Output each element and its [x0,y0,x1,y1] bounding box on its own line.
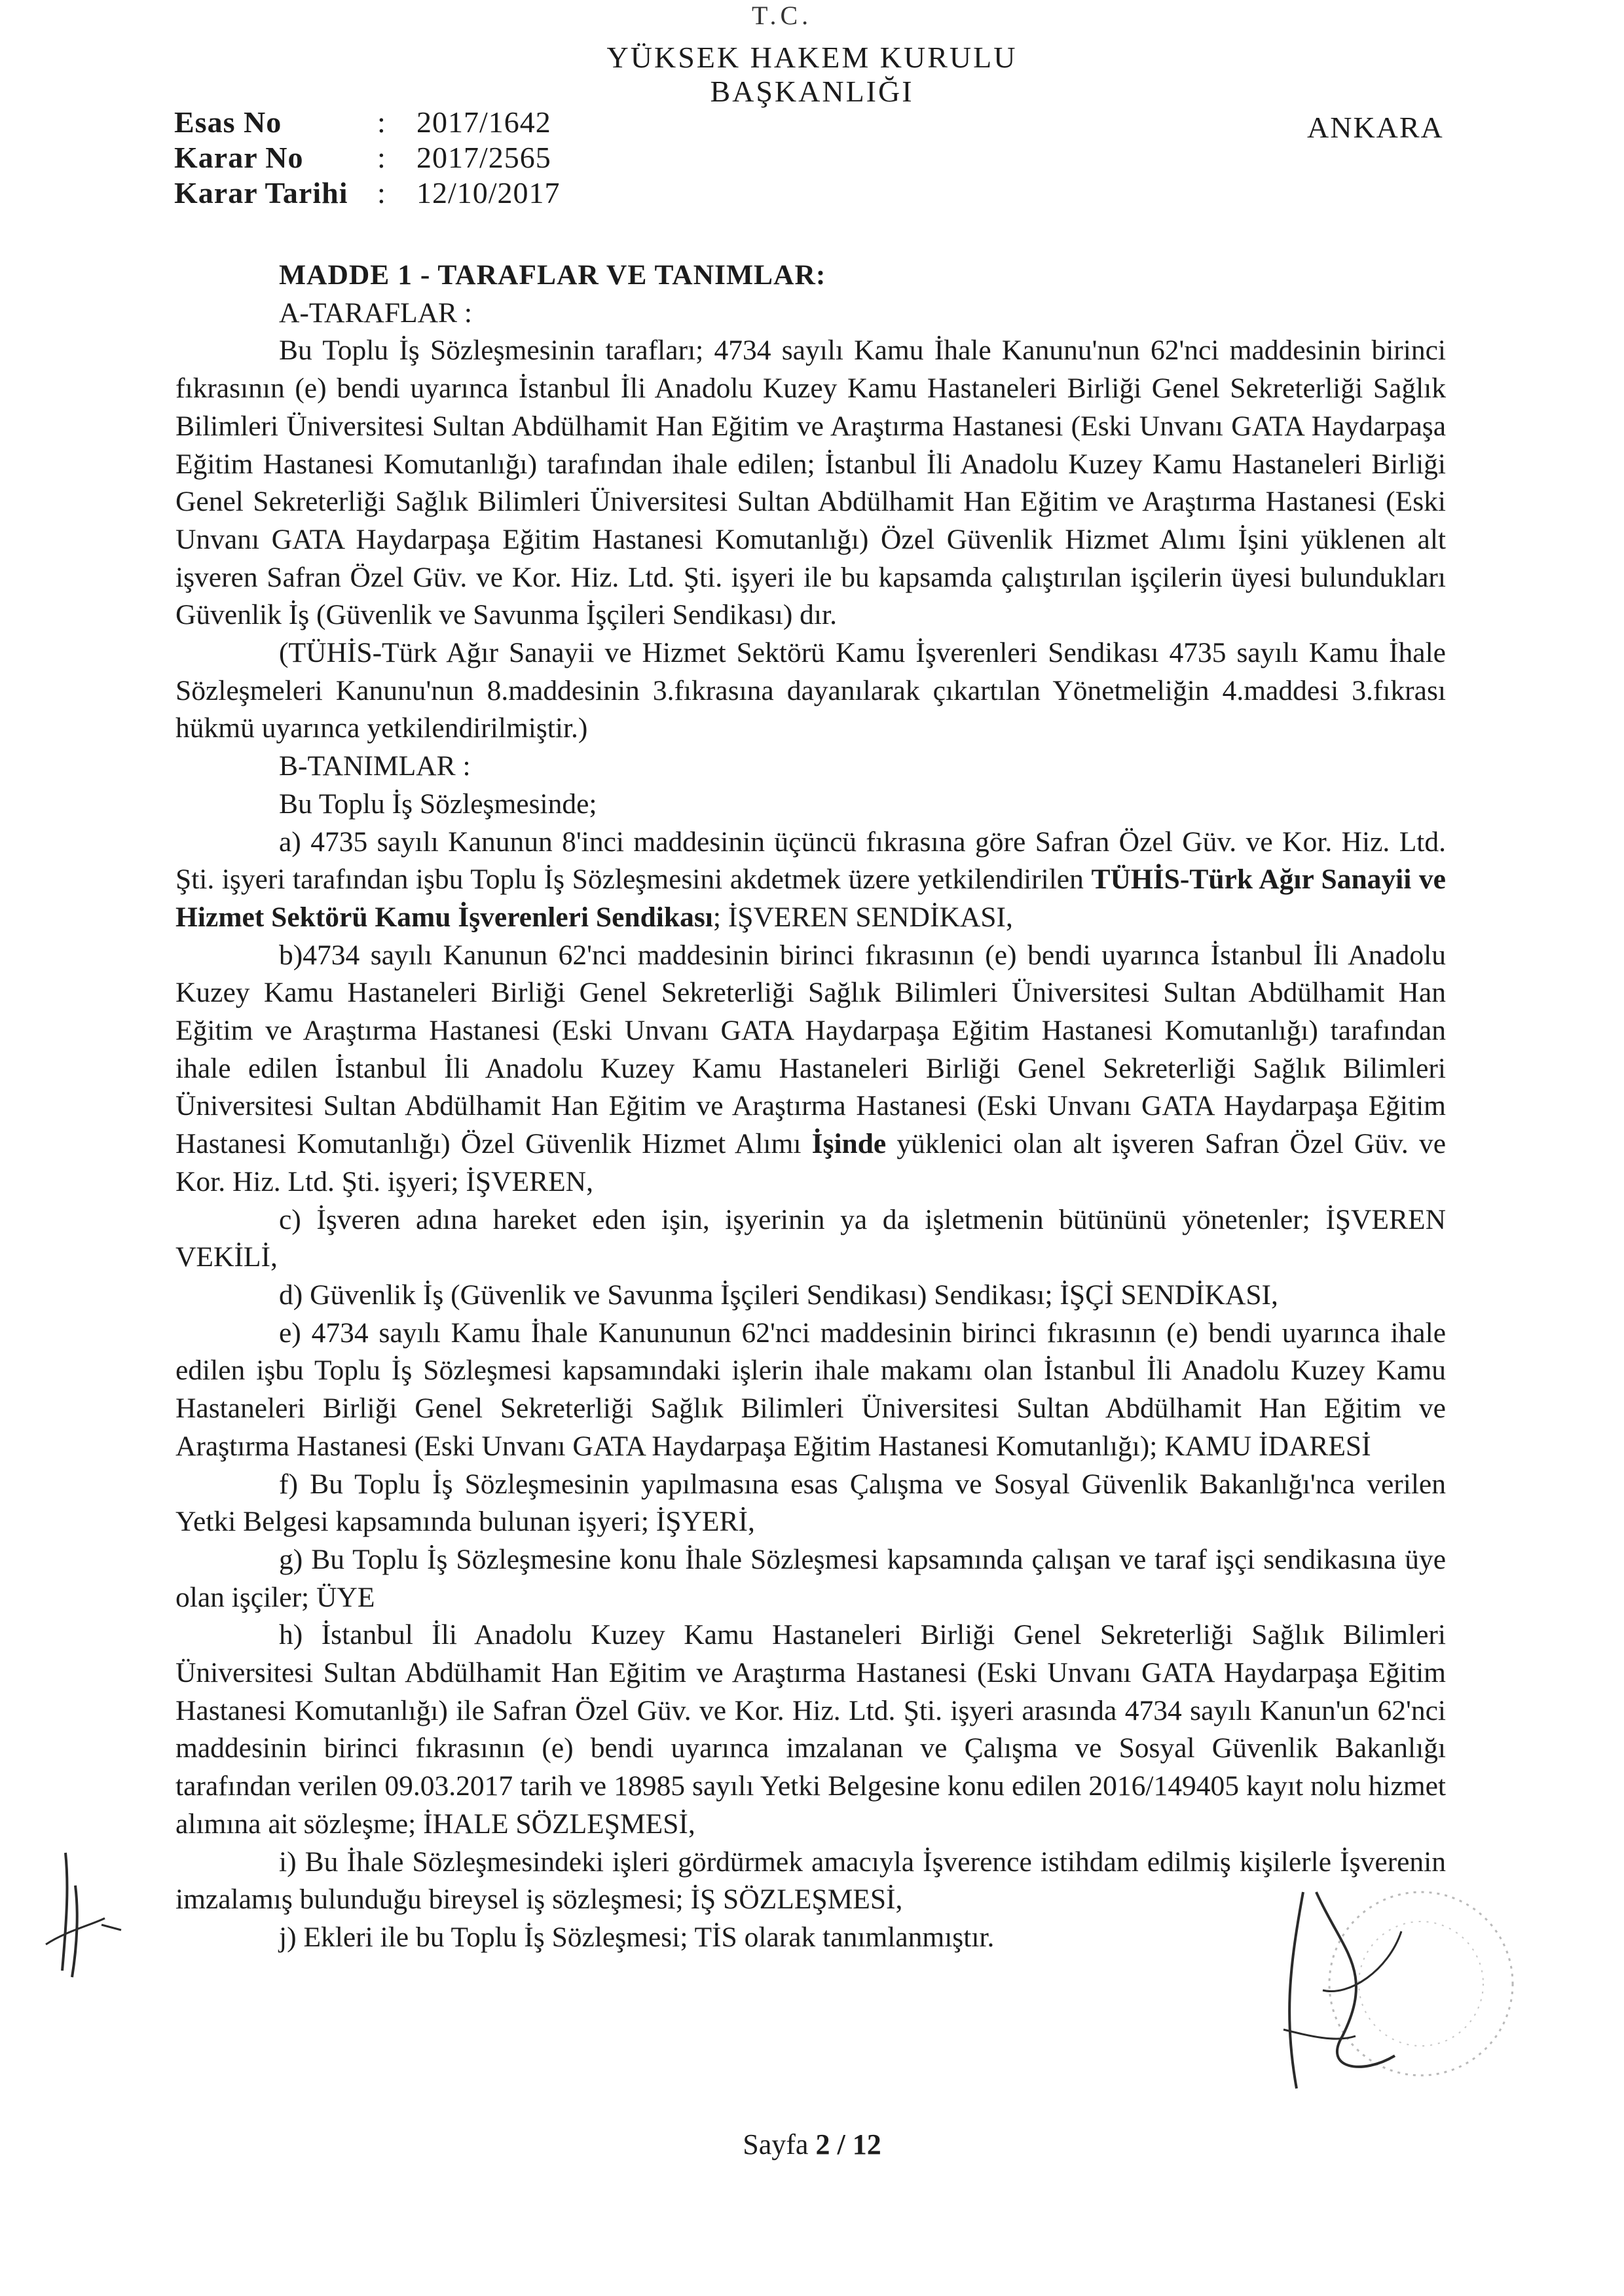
meta-value: 2017/2565 [416,141,551,174]
meta-label: Karar No [174,141,304,174]
meta-label: Esas No [174,105,282,139]
meta-separator: : [377,176,386,210]
section-a-heading: A-TARAFLAR : [279,297,472,329]
definition-b-text: b)4734 sayılı Kanunun 62'nci maddesinin birinci fıkrasının (e) bendi uyarınca İstanbul İli Anadolu Kuzey Kamu Hastaneleri Birliği Genel Sekreterliği Sağlık Bilimleri Üniversitesi Sultan Abdülhamit Han Eğitim ve Araştırma Hastanesi (Eski Unvanı GATA Haydarpaşa Eğitim Hastanesi Komutanlığı) tarafından ihale edilen İstanbul İli Anadolu Kuzey Kamu Hastaneleri Birliği Genel Sekreterliği Sağlık Bilimleri Üniversitesi Sultan Abdülhamit Han Eğitim ve Araştırma Hastanesi (Eski Unvanı GATA Haydarpaşa Eğitim Hastanesi Komutanlığı) Özel Güvenlik Hizmet Alımı [175,939,1446,1160]
definition-j: j) Ekleri ile bu Toplu İş Sözleşmesi; TİS olarak tanımlanmıştır. [279,1921,995,1953]
definition-i: i) Bu İhale Sözleşmesindeki işleri gördürmek amacıyla İşverence istihdam edilmiş kişilerle İşverenin imzalamış bulunduğu bireysel iş sözleşmesi; İŞ SÖZLEŞMESİ, [175,1846,1446,1916]
meta-row-esas [174,105,561,140]
meta-value: 12/10/2017 [416,176,561,210]
meta-separator: : [377,105,386,139]
page-total: 12 [852,2128,881,2160]
page-current: 2 [815,2128,830,2160]
header-top-mark: T.C. [752,1,813,30]
definition-c: c) İşveren adına hareket eden işin, işyerinin ya da işletmenin bütününü yönetenler; İŞVEREN VEKİLİ, [175,1203,1446,1273]
definition-a-term: ; İŞVEREN SENDİKASI, [712,901,1013,933]
meta-separator: : [377,141,386,174]
parties-paragraph: Bu Toplu İş Sözleşmesinin tarafları; 4734 sayılı Kamu İhale Kanunu'nun 62'nci maddesinin birinci fıkrasının (e) bendi uyarınca İstanbul İli Anadolu Kuzey Kamu Hastaneleri Birliği Genel Sekreterliği Sağlık Bilimleri Üniversitesi Sultan Abdülhamit Han Eğitim ve Araştırma Hastanesi (Eski Unvanı GATA Haydarpaşa Eğitim Hastanesi Komutanlığı) tarafından ihale edilen; İstanbul İli Anadolu Kuzey Kamu Hastaneleri Birliği Genel Sekreterliği Sağlık Bilimleri Üniversitesi Sultan Abdülhamit Han Eğitim ve Araştırma Hastanesi (Eski Unvanı GATA Haydarpaşa Eğitim Hastanesi Komutanlığı) Özel Güvenlik Hizmet Alımı İşini yüklenen alt işveren Safran Özel Güv. ve Kor. Hiz. Ltd. Şti. işyeri ile bu kapsamda çalıştırılan işçilerin üyesi bulundukları Güvenlik İş (Güvenlik ve Savunma İşçileri Sendikası) dır. [175,335,1446,631]
page-label: Sayfa [743,2128,809,2160]
handwritten-initial-left [39,1846,131,1990]
article-heading: MADDE 1 - TARAFLAR VE TANIMLAR: [279,259,826,291]
meta-value: 2017/1642 [416,105,551,139]
meta-row-karar [174,140,561,175]
definition-f: f) Bu Toplu İş Sözleşmesinin yapılmasına esas Çalışma ve Sosyal Güvenlik Bakanlığı'nca verilen Yetki Belgesi kapsamında bulunan işyeri; İŞYERİ, [175,1468,1446,1538]
case-metadata [174,105,561,211]
section-b-heading: B-TANIMLAR : [279,750,471,782]
definition-g: g) Bu Toplu İş Sözleşmesine konu İhale Sözleşmesi kapsamında çalışan ve taraf işçi sendikasına üye olan işçiler; ÜYE [175,1543,1446,1613]
meta-label: Karar Tarihi [174,176,348,210]
page-number [0,2128,1624,2161]
definition-b-term: yüklenici olan alt işveren Safran Özel Güv. ve Kor. Hiz. Ltd. Şti. işyeri; İŞVEREN, [175,1128,1446,1197]
meta-row-karar-tarihi [174,175,561,211]
tuhis-paragraph: (TÜHİS-Türk Ağır Sanayii ve Hizmet Sektörü Kamu İşverenleri Sendikası 4735 sayılı Kamu İhale Sözleşmeleri Kanunu'nun 8.maddesinin 3.fıkrasına dayanılarak çıkartılan Yönetmeliğin 4.maddesi 3.fıkrası hükmü uyarınca yetkilendirilmiştir.) [175,637,1446,744]
city-label: ANKARA [1307,111,1444,144]
definition-a [175,824,1446,937]
institution-title: YÜKSEK HAKEM KURULU [606,41,1018,74]
document-body [175,257,1446,1957]
definition-e: e) 4734 sayılı Kamu İhale Kanununun 62'nci maddesinin birinci fıkrasının (e) bendi uyarınca ihale edilen işbu Toplu İş Sözleşmesi kapsamındaki işlerin ihale makamı olan İstanbul İli Anadolu Kuzey Kamu Hastaneleri Birliği Genel Sekreterliği Sağlık Bilimleri Üniversitesi Sultan Abdülhamit Han Eğitim ve Araştırma Hastanesi (Eski Unvanı GATA Haydarpaşa Eğitim Hastanesi Komutanlığı); KAMU İDARESİ [175,1317,1446,1462]
definition-d: d) Güvenlik İş (Güvenlik ve Savunma İşçileri Sendikası) Sendikası; İŞÇİ SENDİKASI, [279,1279,1278,1311]
definition-a-text: a) 4735 sayılı Kanunun 8'inci maddesinin üçüncü fıkrasına göre Safran Özel Güv. ve Kor. Hiz. Ltd. Şti. işyeri tarafından işbu Toplu İş Sözleşmesini akdetmek üzere yetkilendirilen [175,826,1446,896]
page-separator: / [837,2128,845,2160]
institution-subtitle: BAŞKANLIĞI [710,75,914,108]
definitions-intro: Bu Toplu İş Sözleşmesinde; [279,788,597,820]
definition-b-bold: İşinde [811,1128,887,1160]
definition-a-bold: TÜHİS-Türk Ağır Sanayii ve Hizmet Sektörü Kamu İşverenleri Sendikası [175,864,1446,933]
definition-b [175,937,1446,1201]
definition-h: h) İstanbul İli Anadolu Kuzey Kamu Hastaneleri Birliği Genel Sekreterliği Sağlık Bilimleri Üniversitesi Sultan Abdülhamit Han Eğitim ve Araştırma Hastanesi (Eski Unvanı GATA Haydarpaşa Eğitim Hastanesi Komutanlığı) ile Safran Özel Güv. ve Kor. Hiz. Ltd. Şti. işyeri arasında 4734 sayılı Kanun'un 62'nci maddesinin birinci fıkrasının (e) bendi uyarınca imzalanan ve Çalışma ve Sosyal Güvenlik Bakanlığı tarafından verilen 09.03.2017 tarih ve 18985 sayılı Yetki Belgesine konu edilen 2016/149405 kayıt nolu hizmet alımına ait sözleşme; İHALE SÖZLEŞMESİ, [175,1619,1446,1840]
